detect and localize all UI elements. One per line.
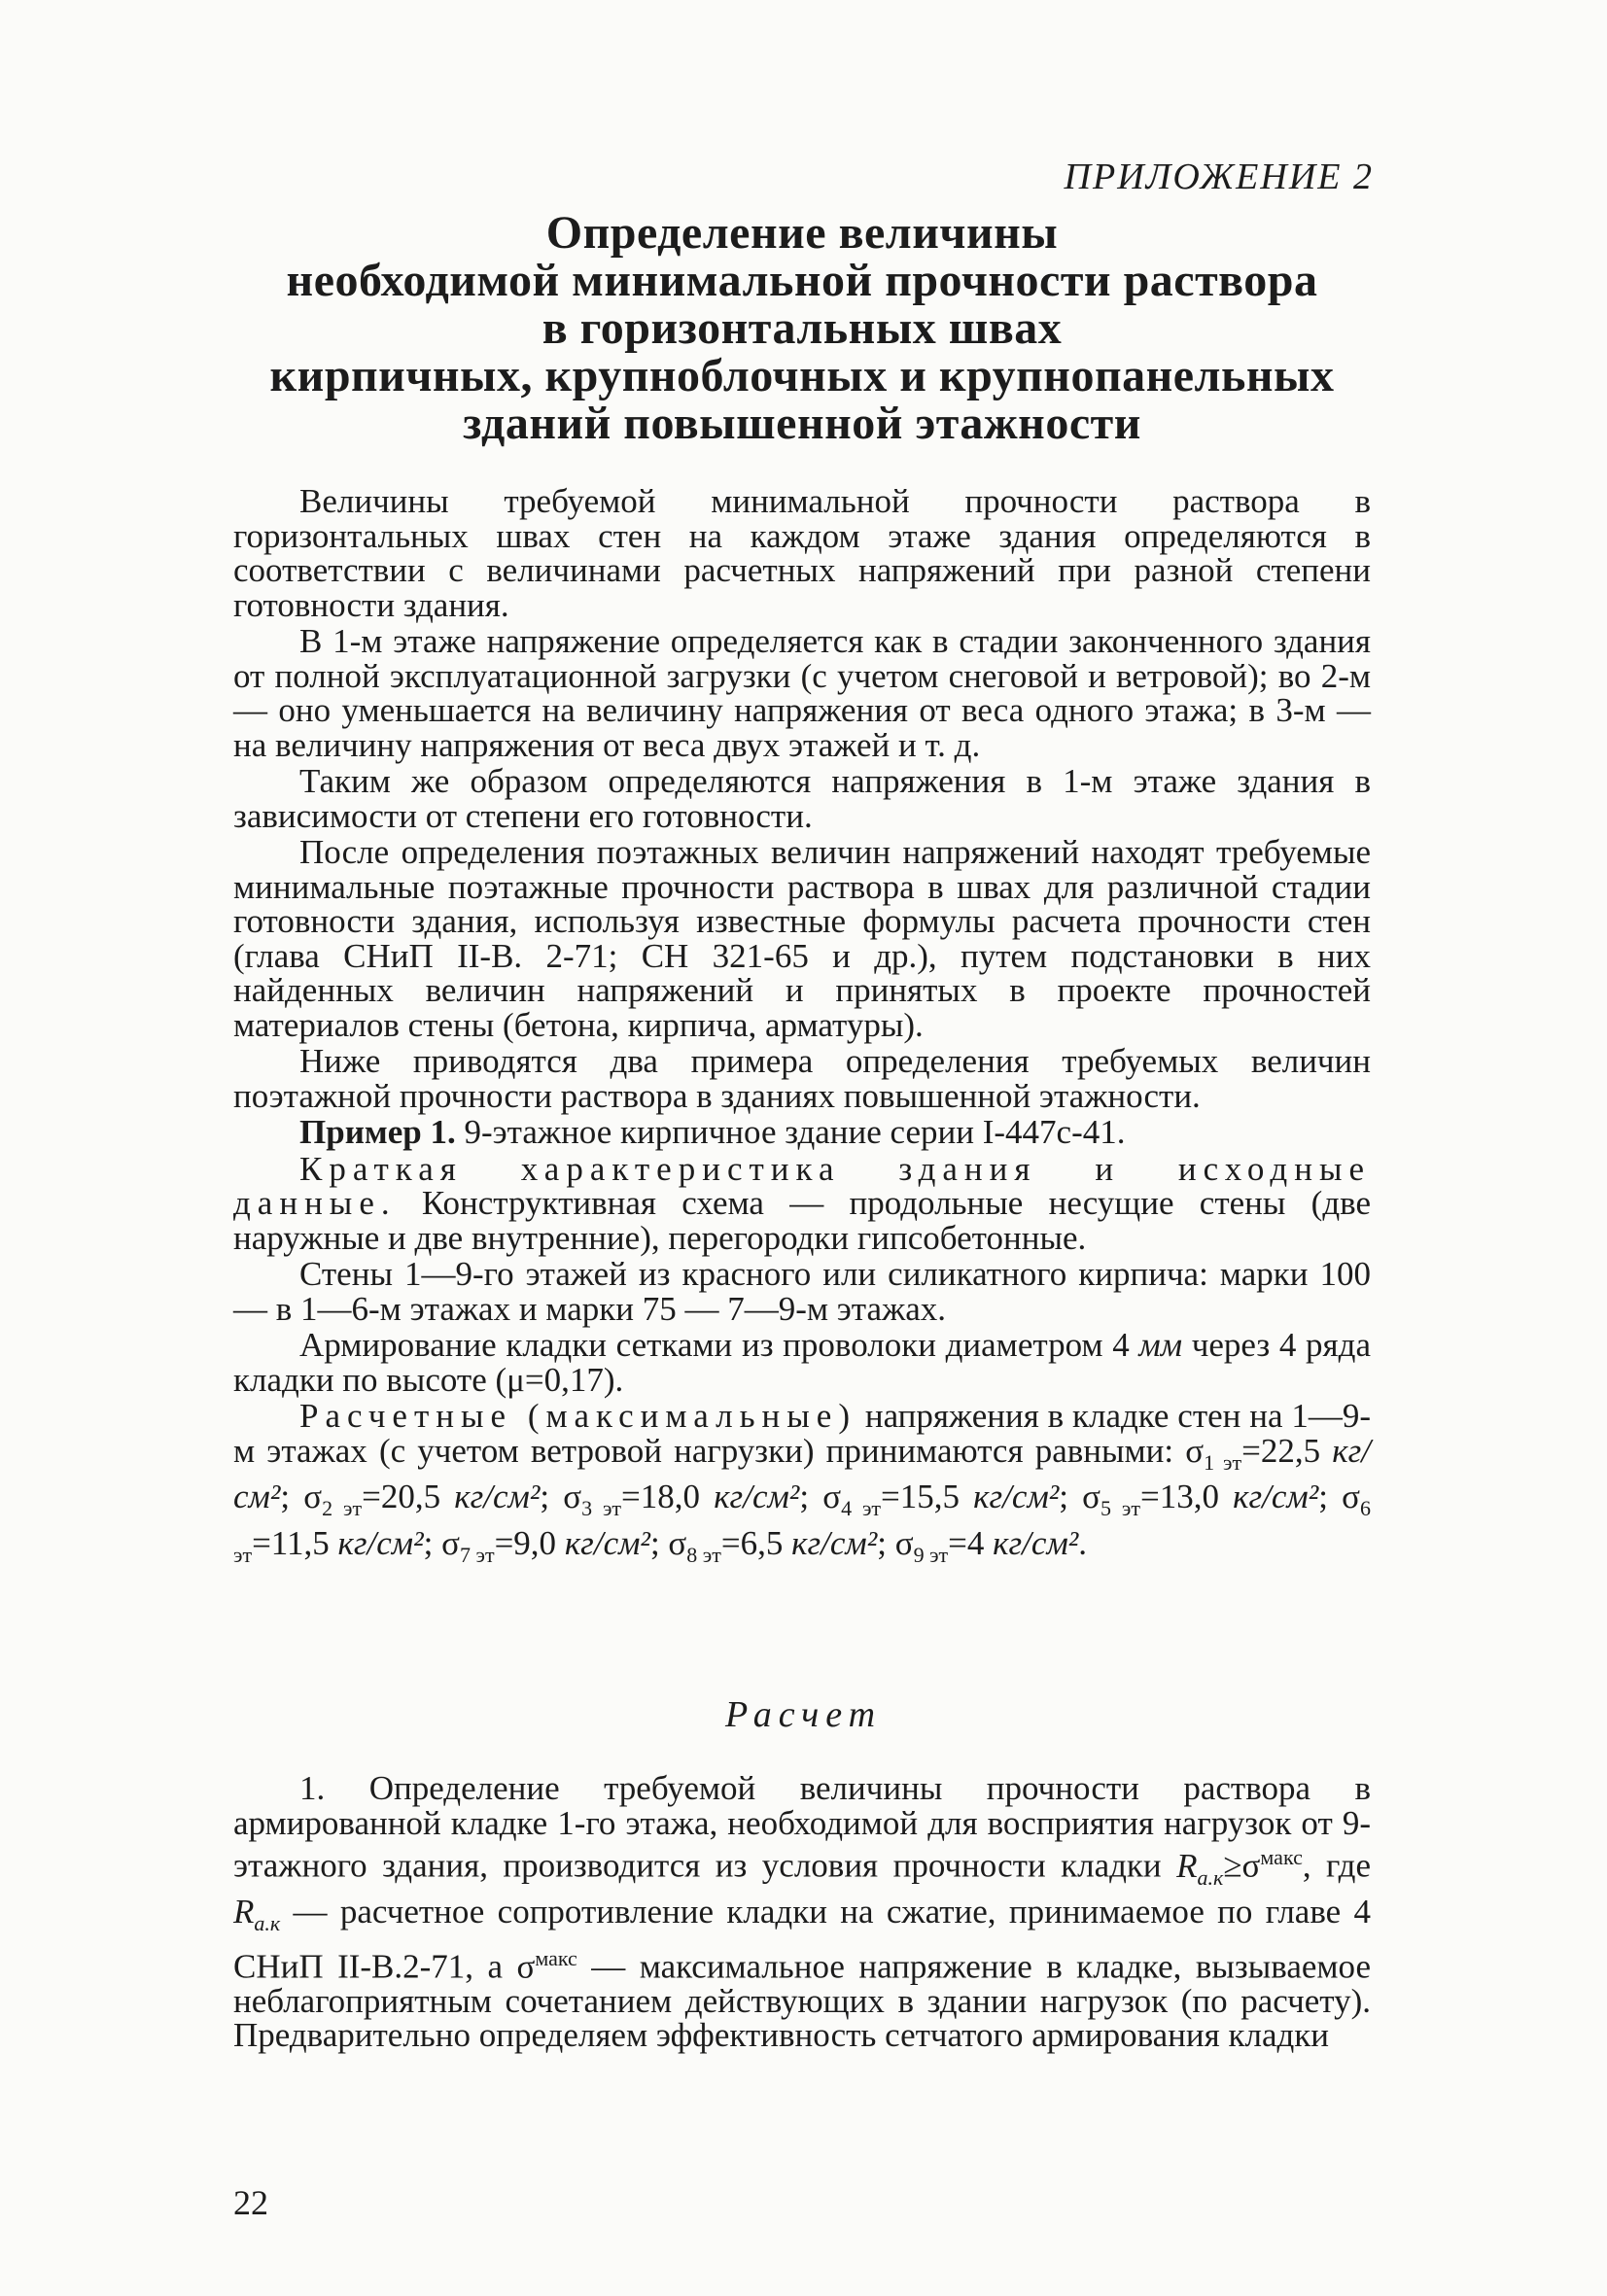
paragraph: Величины требуемой минимальной прочности раствора в горизонтальных швах стен на каждом этаже здания определяются в соответствии с величинами расчетных напряжений при разной степени готовности здания. xyxy=(233,482,1371,624)
title-line: кирпичных, крупноблочных и крупнопанельных xyxy=(269,350,1335,401)
title-line: необходимой минимальной прочности раствора xyxy=(286,255,1318,306)
stress-value: $\sigma_{2 эт}=20,5$ кг/см²; xyxy=(290,1478,550,1520)
stress-value: $\sigma_{8 эт}=6,5$ кг/см²; xyxy=(659,1523,887,1567)
characteristics-text: Конструктивная схема — продольные несущие стены (две наружные и две внутренние), перегородки гипсобетонные. xyxy=(233,1184,1372,1257)
stress-paragraph xyxy=(233,1399,1371,1572)
formula-r2-symbol: R xyxy=(233,1893,255,1931)
stress-value: $\sigma_{1 эт}=22,5$ кг/см²; xyxy=(233,1431,1372,1515)
formula-r2-sub: а.к xyxy=(254,1911,281,1936)
formula-sigma: σ xyxy=(1241,1846,1261,1885)
stress-value: $\sigma_{3 эт}=18,0$ кг/см²; xyxy=(549,1478,810,1520)
stress-value: $\sigma_{5 эт}=13,0$ кг/см²; xyxy=(1068,1478,1328,1520)
paragraph: После определения поэтажных величин напряжений находят требуемые минимальные поэтажные прочности раствора в швах для различной стадии готовности здания, используя известные формулы расчета прочности стен (глава СНиП II-В. 2-71; СН 321-65 и др.), путем подстановки в них найденных величин напряжений и принятых в проекте прочностей материалов стены (бетона, кирпича, арматуры). xyxy=(233,833,1371,1044)
calc-paragraph xyxy=(233,1771,1371,2053)
formula-r2 xyxy=(233,1893,281,1936)
page-number: 22 xyxy=(233,2183,268,2222)
formula-sigma-sup: макс xyxy=(1260,1845,1303,1869)
reinforcement-paragraph xyxy=(233,1328,1371,1397)
formula-sigma2: σ xyxy=(516,1947,536,1986)
title-line: зданий повышенной этажности xyxy=(463,398,1141,449)
example-text: 9-этажное кирпичное здание серии I-447с-41. xyxy=(464,1113,1126,1151)
example-label: Пример 1. xyxy=(299,1113,456,1151)
formula-sigma2-sup: макс xyxy=(535,1945,577,1970)
stress-value: $\sigma_{7 эт}=9,0$ кг/см²; xyxy=(433,1523,660,1567)
walls-paragraph: Стены 1—9-го этажей из красного или силикатного кирпича: марки 100 — в 1—6-м этажах и марки 75 — 7—9-м этажах. xyxy=(233,1255,1371,1328)
unit-mm: мм xyxy=(1138,1326,1183,1364)
calc-text-b: , где xyxy=(1302,1846,1372,1885)
page-title xyxy=(243,209,1361,447)
formula-r-sub: а.к xyxy=(1197,1864,1224,1890)
body-text xyxy=(233,484,1371,1574)
appendix-label: ПРИЛОЖЕНИЕ 2 xyxy=(1064,157,1374,197)
reinforcement-text: Армирование кладки сетками из проволоки диаметром 4 xyxy=(299,1326,1130,1364)
example-paragraph xyxy=(233,1115,1371,1150)
calc-text-a: 1. Определение требуемой величины прочности раствора в армированной кладке 1-го этажа, необходимой для восприятия нагрузок от 9-этажного здания, производится из условия прочности кладки xyxy=(233,1769,1371,1885)
title-line: в горизонтальных швах xyxy=(541,302,1063,354)
formula-r-symbol: R xyxy=(1176,1846,1198,1885)
characteristics-label: Краткая характеристика здания и исходные данные. xyxy=(233,1149,1371,1222)
paragraph: Таким же образом определяются напряжения в 1-м этаже здания в зависимости от степени его готовности. xyxy=(233,762,1371,835)
calc-text xyxy=(233,1771,1371,2053)
calc-heading: Расчет xyxy=(724,1694,883,1735)
title-line: Определение величины xyxy=(545,207,1059,259)
reinforcement-text-2: через 4 ряда кладки по высоте (μ=0,17). xyxy=(233,1326,1371,1399)
paragraph: В 1-м этаже напряжение определяется как в стадии законченного здания от полной эксплуатационной загрузки (с учетом снеговой и ветровой); во 2-м — оно уменьшается на величину напряжения от веса одного этажа; в 3-м — на величину напряжения от веса двух этажей и т. д. xyxy=(233,622,1371,764)
formula-r xyxy=(1176,1846,1224,1890)
paragraph: Ниже приводятся два примера определения требуемых величин поэтажной прочности раствора в зданиях повышенной этажности. xyxy=(233,1042,1371,1115)
stress-value: $\sigma_{9 эт}=4$ кг/см². xyxy=(886,1523,1088,1567)
stress-value: $\sigma_{4 эт}=15,5$ кг/см²; xyxy=(809,1478,1069,1520)
stress-text: напряжения в кладке стен на 1—9-м этажах (с учетом ветровой нагрузки) принимаются равными: xyxy=(233,1397,1371,1470)
formula-ge: ≥ xyxy=(1223,1846,1242,1885)
characteristics-paragraph xyxy=(233,1149,1372,1257)
calc-text-c: — расчетное сопротивление кладки на сжатие, принимаемое по главе 4 СНиП II-В.2-71, а xyxy=(233,1893,1371,1986)
calc-text-d: — максимальное напряжение в кладке, вызываемое неблагоприятным сочетанием действующих в здании нагрузок (по расчету). Предварительно определяем эффективность сетчатого армирования кладки xyxy=(233,1947,1371,2055)
stress-label: Расчетные (максимальные) xyxy=(299,1397,856,1435)
stress-value: $\sigma_{6 эт}=11,5$ кг/см²; xyxy=(233,1478,1371,1567)
